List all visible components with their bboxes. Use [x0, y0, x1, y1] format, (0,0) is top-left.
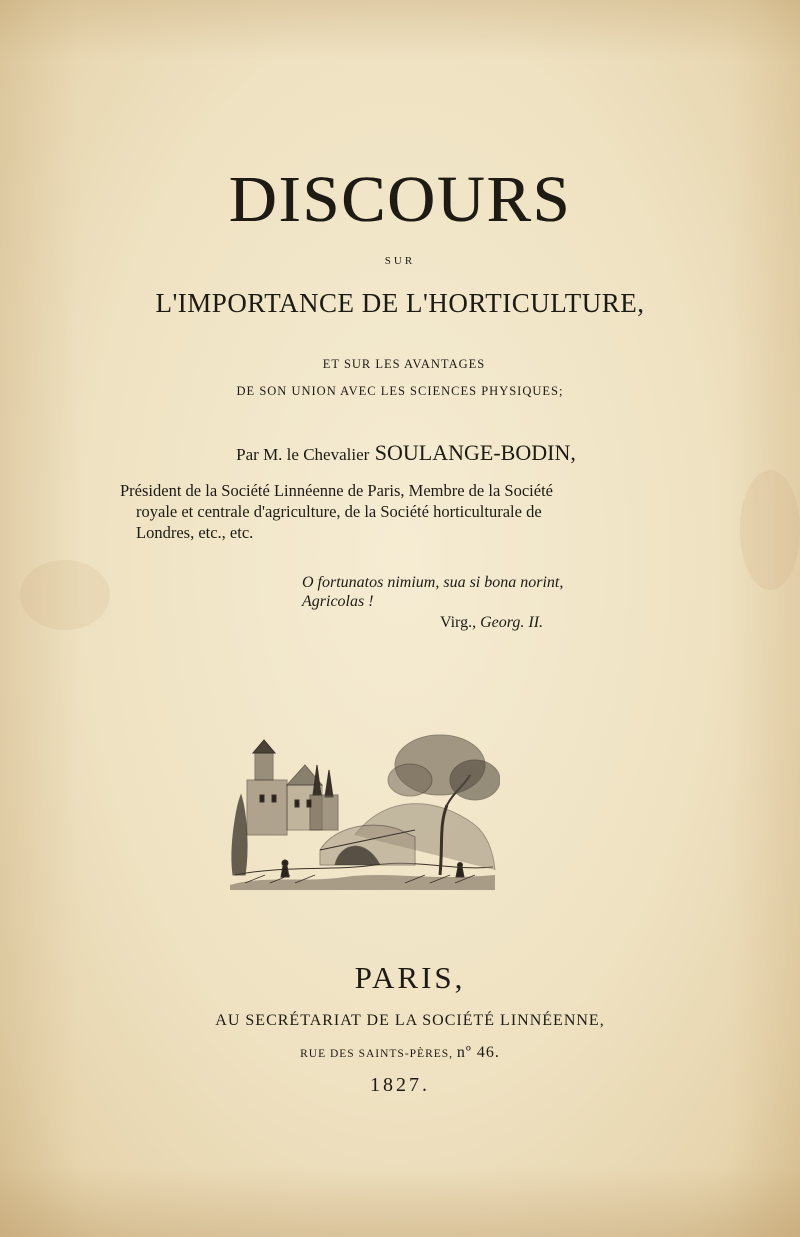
epigraph-line: Agricolas ! [302, 593, 374, 610]
author-line [6, 440, 800, 466]
author-credentials [120, 480, 620, 543]
foxing-spot [740, 470, 800, 590]
attribution-author: Virg., [440, 614, 477, 631]
credentials-line: royale et centrale d'agriculture, de la Société horticulturale de [136, 502, 542, 521]
epigraph-line: O fortunatos nimium, sua si bona norint, [302, 574, 564, 591]
attribution-work: Georg. II. [480, 614, 544, 631]
imprint-city: PARIS, [354, 960, 466, 995]
imprint-publisher: AU SECRÉTARIAT DE LA SOCIÉTÉ LINNÉENNE, [215, 1012, 605, 1029]
edge-stain-bottom [0, 1167, 800, 1237]
edge-stain-top [0, 0, 800, 60]
address-street: RUE DES SAINTS-PÈRES, [300, 1048, 454, 1060]
epigraph [302, 573, 622, 631]
book-subtitle: L'IMPORTANCE DE L'HORTICULTURE, [155, 288, 645, 318]
credentials-line: Londres, etc., etc. [136, 523, 254, 542]
address-number: nº 46. [456, 1044, 500, 1061]
imprint-year: 1827. [370, 1074, 430, 1096]
imprint-address [0, 1044, 800, 1062]
foxing-spot [20, 560, 110, 630]
subtitle-line-2: ET SUR LES AVANTAGES [322, 357, 486, 371]
title-connector: SUR [384, 255, 416, 267]
credentials-line: Président de la Société Linnéenne de Paris, Membre de la Société [120, 481, 553, 500]
book-title: DISCOURS [228, 163, 572, 236]
landscape-vignette-engraving [225, 725, 500, 895]
subtitle-line-3: DE SON UNION AVEC LES SCIENCES PHYSIQUES; [236, 384, 564, 398]
epigraph-attribution [440, 613, 543, 632]
author-name: SOULANGE-BODIN, [374, 440, 576, 465]
author-prefix: Par M. le Chevalier [236, 445, 370, 464]
